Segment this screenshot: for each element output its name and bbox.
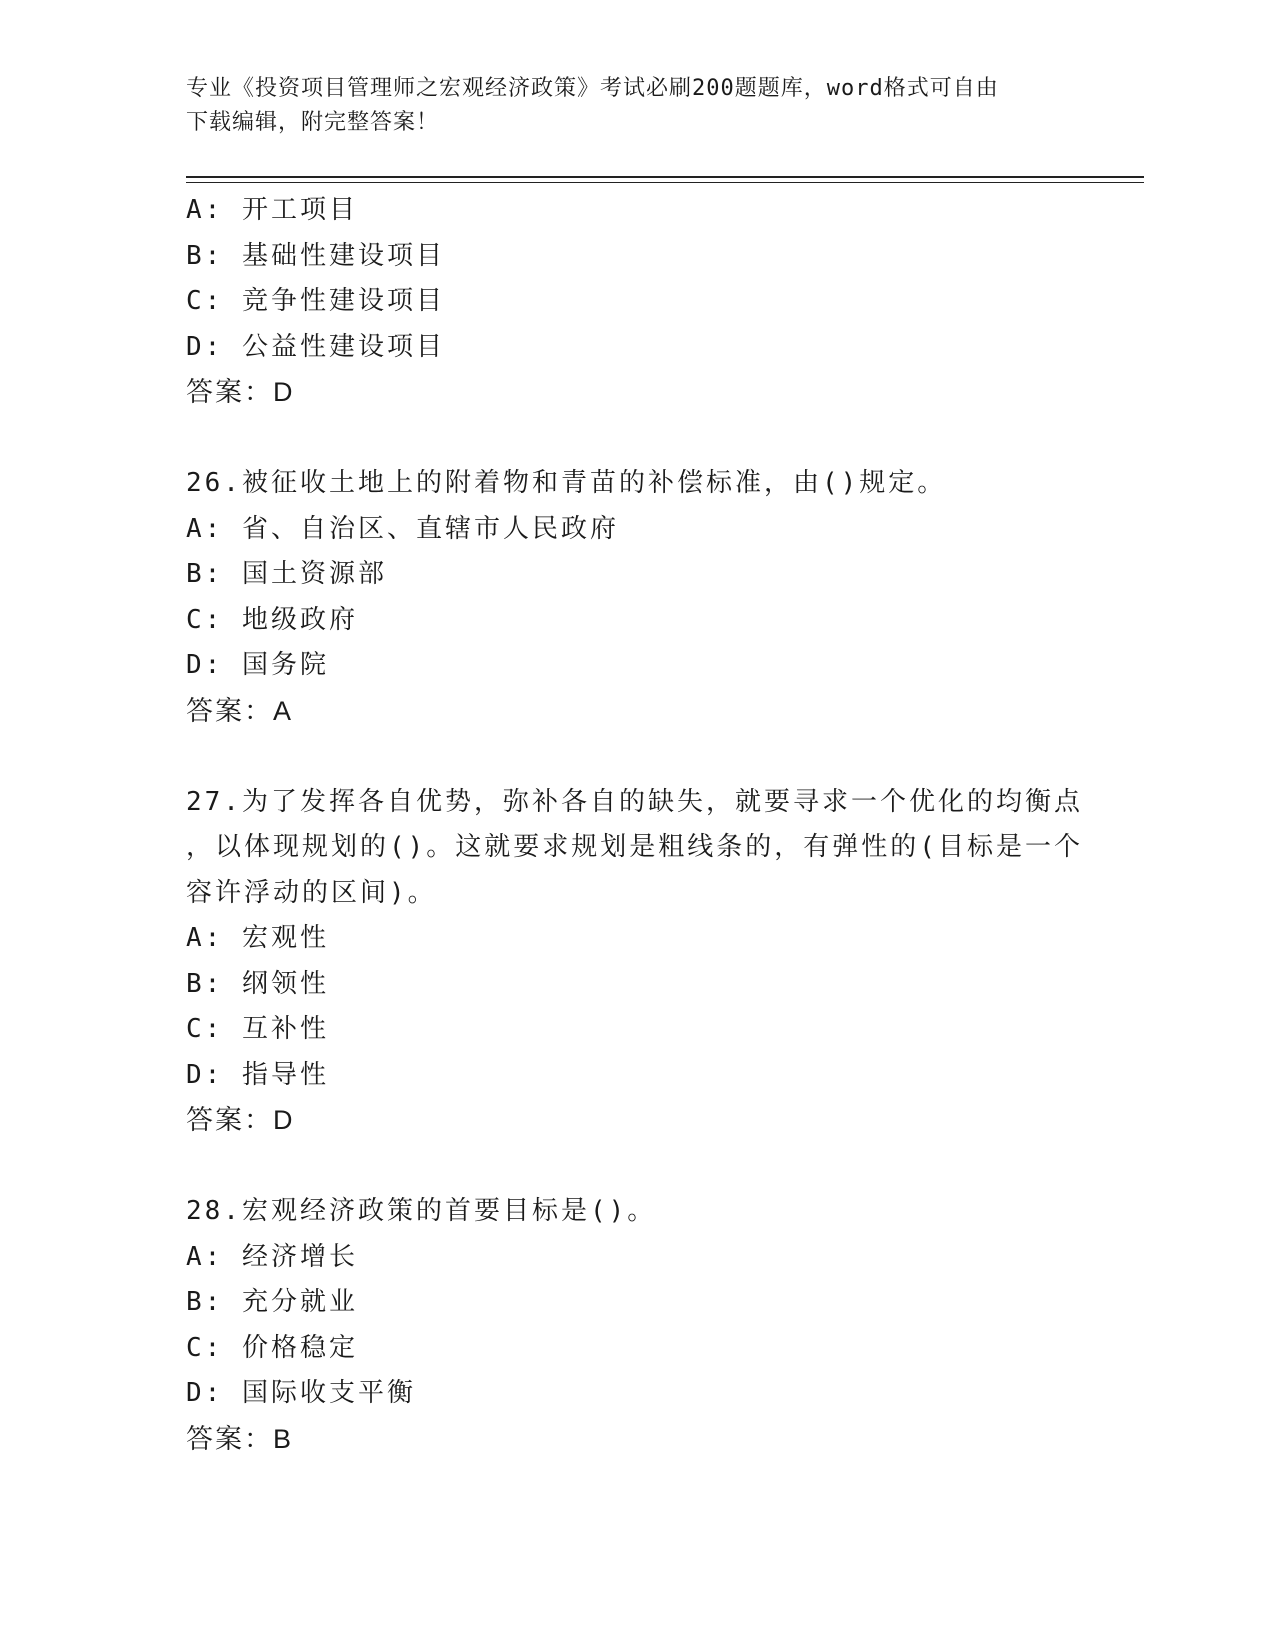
question-block bbox=[186, 780, 1086, 1144]
question-text-line-3: 容许浮动的区间)。 bbox=[186, 877, 437, 908]
answer-line: 答案：B bbox=[186, 1423, 294, 1454]
option-a: A: 开工项目 bbox=[186, 195, 358, 225]
header-line-1: 专业《投资项目管理师之宏观经济政策》考试必刷200题题库，word格式可自由 bbox=[186, 76, 999, 101]
block-spacer bbox=[186, 416, 1086, 462]
block-spacer bbox=[186, 734, 1086, 780]
question-text-line-2: ，以体现规划的()。这就要求规划是粗线条的，有弹性的(目标是一个 bbox=[186, 832, 1083, 862]
option-d: D: 国务院 bbox=[186, 650, 329, 680]
block-spacer bbox=[186, 1144, 1086, 1190]
question-block bbox=[186, 461, 1086, 734]
question-text: 28.宏观经济政策的首要目标是()。 bbox=[186, 1196, 657, 1226]
option-c: C: 互补性 bbox=[186, 1014, 329, 1044]
header-line-2: 下载编辑，附完整答案！ bbox=[186, 110, 440, 135]
option-a: A: 宏观性 bbox=[186, 923, 329, 953]
option-d: D: 国际收支平衡 bbox=[186, 1378, 416, 1408]
answer-line: 答案：D bbox=[186, 377, 295, 407]
option-b: B: 基础性建设项目 bbox=[186, 240, 445, 271]
question-block bbox=[186, 188, 1086, 416]
option-b: B: 国土资源部 bbox=[186, 559, 387, 589]
option-d: D: 指导性 bbox=[186, 1059, 329, 1090]
question-block bbox=[186, 1189, 1086, 1462]
header-rule-thin bbox=[186, 182, 1144, 183]
option-c: C: 竞争性建设项目 bbox=[186, 286, 445, 316]
header-rule-thick bbox=[186, 176, 1144, 178]
question-text-line-1: 27.为了发挥各自优势，弥补各自的缺失，就要寻求一个优化的均衡点 bbox=[186, 786, 1083, 817]
option-b: B: 充分就业 bbox=[186, 1287, 358, 1317]
option-c: C: 价格稳定 bbox=[186, 1332, 358, 1363]
option-b: B: 纲领性 bbox=[186, 968, 329, 999]
document-header bbox=[186, 72, 1066, 140]
option-a: A: 经济增长 bbox=[186, 1241, 358, 1272]
answer-line: 答案：A bbox=[186, 695, 294, 726]
option-c: C: 地级政府 bbox=[186, 604, 358, 635]
option-a: A: 省、自治区、直辖市人民政府 bbox=[186, 513, 619, 544]
option-d: D: 公益性建设项目 bbox=[186, 331, 445, 362]
question-list bbox=[186, 188, 1086, 1462]
question-text: 26.被征收土地上的附着物和青苗的补偿标准，由()规定。 bbox=[186, 468, 947, 498]
answer-line: 答案：D bbox=[186, 1105, 295, 1135]
